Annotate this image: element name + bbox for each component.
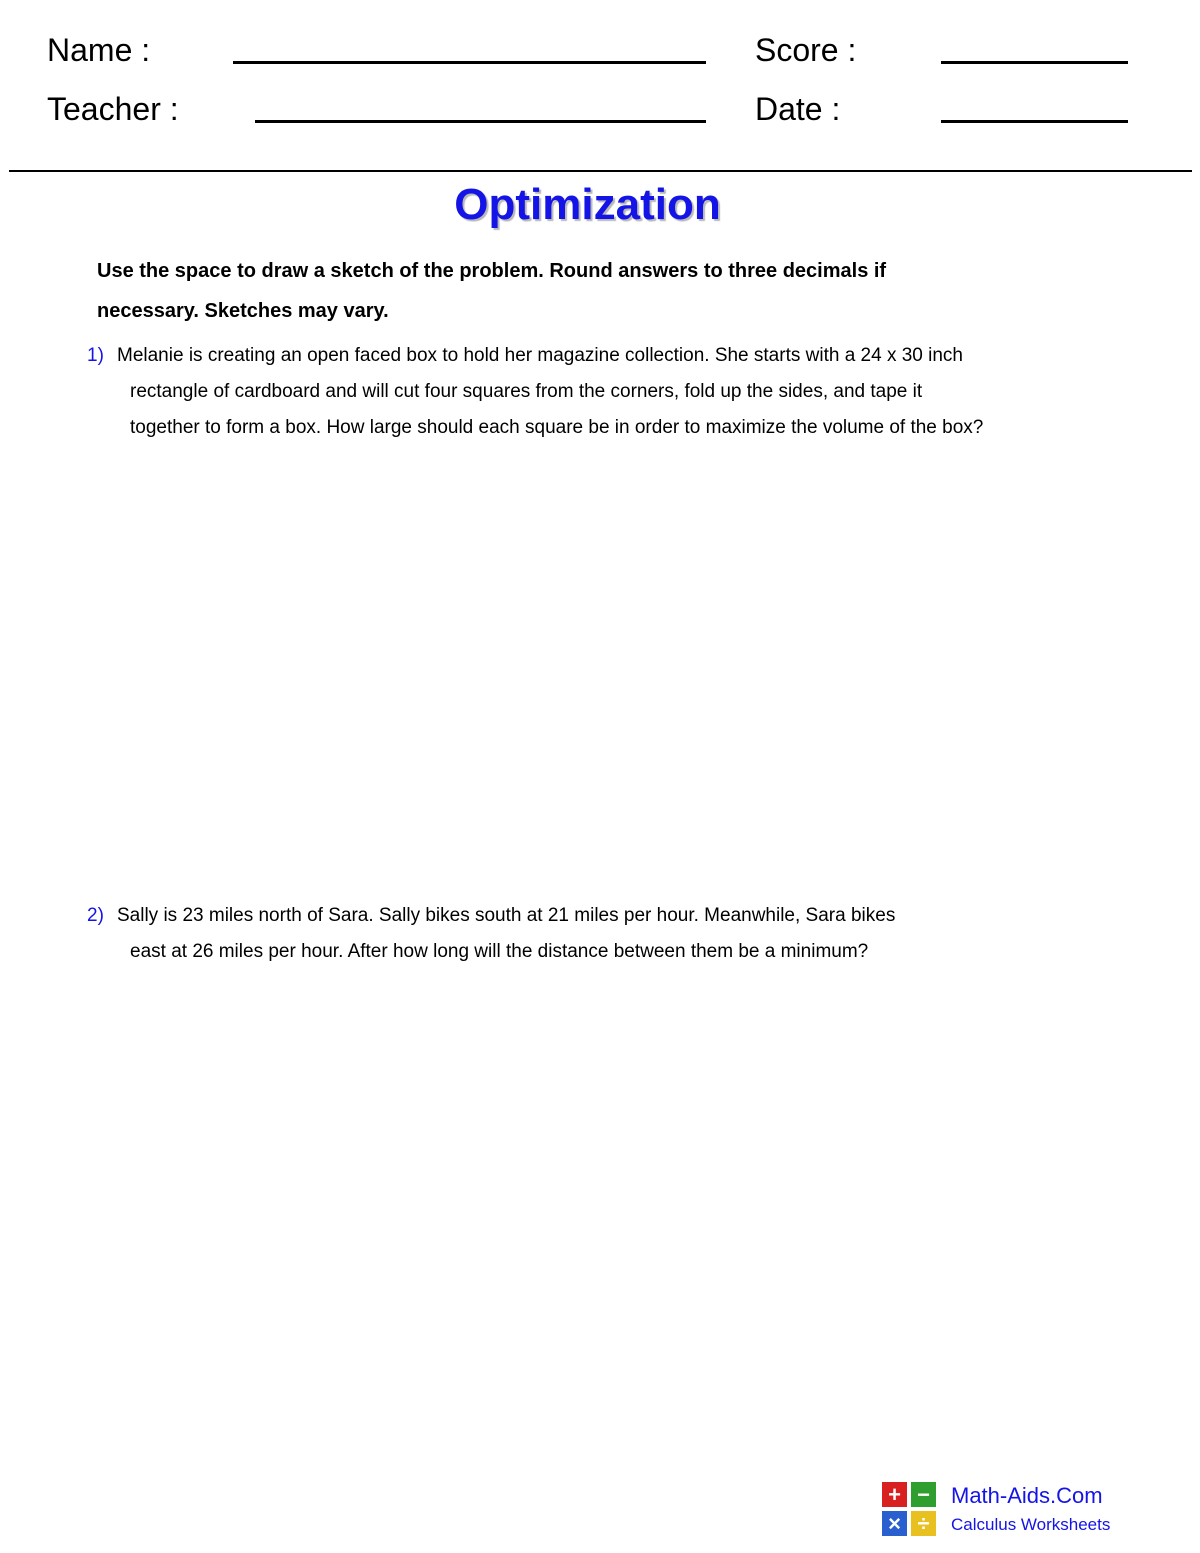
problem-number: 2) [87, 905, 104, 926]
name-label: Name : [47, 32, 151, 68]
brand-link[interactable]: Math-Aids.Com [951, 1483, 1103, 1508]
plus-icon: + [882, 1482, 907, 1507]
date-label: Date : [755, 91, 841, 127]
instructions-line-2: necessary. Sketches may vary. [97, 300, 389, 322]
math-aids-logo[interactable] [882, 1482, 936, 1536]
times-icon: × [882, 1511, 907, 1536]
instructions [97, 251, 1097, 331]
teacher-field[interactable] [255, 120, 706, 123]
header-divider [9, 170, 1192, 172]
problem-text-line: rectangle of cardboard and will cut four squares from the corners, fold up the sides, and tape it [130, 381, 923, 402]
score-label: Score : [755, 32, 857, 68]
problem-text-line: Sally is 23 miles north of Sara. Sally bikes south at 21 miles per hour. Meanwhile, Sara bikes [117, 905, 896, 926]
problem-1 [87, 338, 1127, 446]
brand-subtitle: Calculus Worksheets [951, 1515, 1111, 1534]
teacher-label: Teacher : [47, 91, 179, 127]
divide-icon: ÷ [911, 1511, 936, 1536]
minus-icon: − [911, 1482, 936, 1507]
date-field[interactable] [941, 120, 1128, 123]
problem-number: 1) [87, 345, 104, 366]
problem-text-line: Melanie is creating an open faced box to hold her magazine collection. She starts with a 24 x 30 inch [117, 345, 964, 366]
footer [882, 1482, 1152, 1538]
problem-text-line: east at 26 miles per hour. After how long will the distance between them be a minimum? [130, 941, 869, 962]
problem-2 [87, 898, 1127, 970]
page-title: Optimization [454, 180, 721, 229]
instructions-line-1: Use the space to draw a sketch of the problem. Round answers to three decimals if [97, 260, 887, 282]
name-field[interactable] [233, 61, 706, 64]
score-field[interactable] [941, 61, 1128, 64]
problem-text-line: together to form a box. How large should each square be in order to maximize the volume of the box? [130, 417, 984, 438]
